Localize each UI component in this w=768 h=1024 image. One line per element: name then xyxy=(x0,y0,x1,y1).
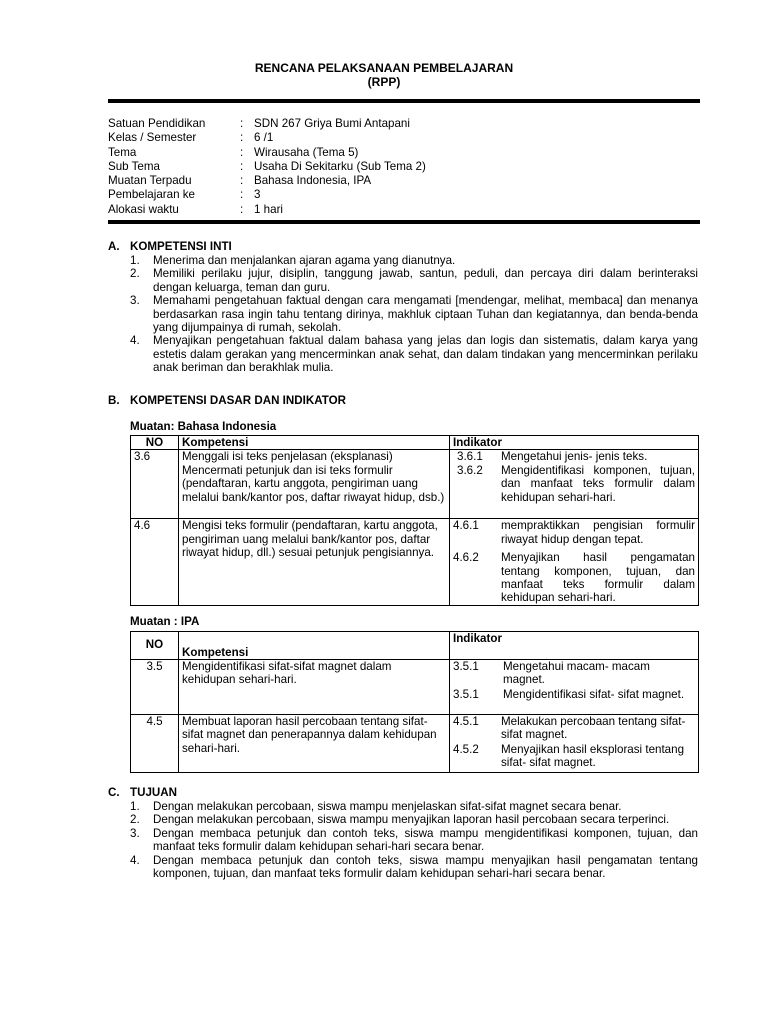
identity-label: Alokasi waktu xyxy=(108,202,179,216)
identity-separator: : xyxy=(240,117,244,130)
identity-block xyxy=(108,117,426,217)
identity-separator: : xyxy=(240,159,244,173)
cell-no: 3.6 xyxy=(131,450,179,519)
header-kompetensi: Kompetensi xyxy=(179,436,450,450)
list-item xyxy=(130,294,698,334)
cell-indikator xyxy=(450,660,699,715)
cell-no: 3.5 xyxy=(131,660,179,715)
identity-row xyxy=(108,160,426,174)
identity-row xyxy=(108,117,426,131)
identity-separator: : xyxy=(240,188,244,202)
indicator-text: Menyajikan hasil eksplorasi tentang sifat- sifat magnet. xyxy=(501,742,685,770)
indicator-text: mempraktikkan pengisian formulir riwayat hidup dengan tepat. xyxy=(501,519,695,546)
list-number: 1. xyxy=(130,254,140,267)
identity-label: Sub Tema xyxy=(108,159,160,173)
indicator-item xyxy=(453,660,695,687)
table-row xyxy=(131,715,699,773)
list-number: 4. xyxy=(130,853,140,867)
table-row xyxy=(131,519,699,605)
identity-row xyxy=(108,174,426,188)
indicator-text: Mengidentifikasi sifat- sifat magnet. xyxy=(503,687,685,701)
indicator-text: Mengetahui jenis- jenis teks. xyxy=(501,450,648,464)
list-item xyxy=(130,854,698,881)
identity-label: Satuan Pendidikan xyxy=(108,117,206,130)
list-number: 4. xyxy=(130,334,140,348)
identity-value: Usaha Di Sekitarku (Sub Tema 2) xyxy=(254,159,426,173)
identity-value: Wirausaha (Tema 5) xyxy=(254,145,359,159)
list-number: 3. xyxy=(130,294,140,308)
section-c-title: TUJUAN xyxy=(130,786,178,799)
identity-value: 6 /1 xyxy=(254,131,274,145)
identity-label: Pembelajaran ke xyxy=(108,188,196,202)
top-divider xyxy=(108,99,700,103)
indicator-code: 3.5.1 xyxy=(453,660,479,673)
list-item xyxy=(130,827,698,854)
list-text: Dengan melakukan percobaan, siswa mampu menjelaskan sifat-sifat magnet secara benar. xyxy=(153,800,622,813)
document-title: RENCANA PELAKSANAAN PEMBELAJARAN xyxy=(254,61,514,75)
list-text: Memiliki perilaku jujur, disiplin, tanggung jawab, santun, peduli, dan percaya diri dalam berinteraksi dengan keluarga, teman dan guru. xyxy=(153,267,698,294)
indicator-code: 3.6.2 xyxy=(457,463,483,477)
identity-divider xyxy=(108,220,700,224)
cell-indikator xyxy=(450,715,699,773)
header-kompetensi: Kompetensi xyxy=(179,632,450,660)
indicator-text: Melakukan percobaan tentang sifat- sifat magnet. xyxy=(501,715,686,742)
indicator-text: Mengetahui macam- macam magnet. xyxy=(503,660,650,687)
identity-row xyxy=(108,131,426,145)
cell-kompetensi: Membuat laporan hasil percobaan tentang sifat-sifat magnet dan penerapannya dalam kehidupan sehari-hari. xyxy=(179,715,450,773)
tujuan-list xyxy=(130,800,698,880)
list-text: Dengan membaca petunjuk dan contoh teks, siswa mampu mengidentifikasi komponen, tujuan, dan manfaat teks formulir dalam kehidupan sehari-hari secara benar. xyxy=(153,826,698,854)
indicator-text: Mengidentifikasi komponen, tujuan, dan manfaat teks formulir dalam kehidupan sehari-hari. xyxy=(501,463,695,504)
section-b-heading xyxy=(108,394,346,407)
identity-separator: : xyxy=(240,145,244,159)
list-number: 2. xyxy=(130,813,140,827)
identity-separator: : xyxy=(240,202,244,216)
list-item xyxy=(130,267,698,294)
indicator-item xyxy=(453,743,695,770)
header-no: NO xyxy=(131,436,179,450)
list-item xyxy=(130,800,698,813)
muatan-bahasa-title: Muatan: Bahasa Indonesia xyxy=(130,420,277,433)
indicator-item xyxy=(453,519,695,546)
indicator-item xyxy=(453,450,695,463)
list-number: 2. xyxy=(130,267,140,281)
identity-value: 1 hari xyxy=(254,202,284,216)
indicator-code: 4.6.2 xyxy=(453,551,479,565)
header-no: NO xyxy=(131,632,179,660)
cell-kompetensi: Menggali isi teks penjelasan (eksplanasi) Mencermati petunjuk dan isi teks formulir (pendaftaran, kartu anggota, pengiriman uang melalui bank/kantor pos, daftar riwayat hidup, dsb.) xyxy=(179,450,450,519)
cell-no: 4.5 xyxy=(131,715,179,773)
section-b-title: KOMPETENSI DASAR DAN INDIKATOR xyxy=(130,394,346,407)
section-a-title: KOMPETENSI INTI xyxy=(130,240,232,253)
header-indikator: Indikator xyxy=(450,632,699,660)
identity-value: SDN 267 Griya Bumi Antapani xyxy=(254,117,410,130)
list-number: 3. xyxy=(130,826,140,840)
table-row xyxy=(131,660,699,715)
section-c-heading xyxy=(108,786,177,799)
list-text: Menyajikan pengetahuan faktual dalam bahasa yang jelas dan logis dan sistematis, dalam karya yang estetis dalam gerakan yang mencerminkan anak sehat, dan dalam tindakan yang mencerminkan perilaku anak beriman dan berakhlak mulia. xyxy=(153,334,698,375)
bahasa-indonesia-table xyxy=(130,435,699,606)
identity-row xyxy=(108,203,426,217)
identity-row xyxy=(108,146,426,160)
identity-value: Bahasa Indonesia, IPA xyxy=(254,174,372,188)
indicator-item xyxy=(453,464,695,504)
section-a-heading xyxy=(108,240,232,253)
cell-indikator xyxy=(450,519,699,605)
indicator-code: 3.5.1 xyxy=(453,687,479,701)
identity-separator: : xyxy=(240,131,244,145)
identity-value: 3 xyxy=(254,188,261,202)
kompetensi-inti-list xyxy=(130,254,698,375)
indicator-code: 4.5.2 xyxy=(453,742,479,756)
cell-kompetensi: Mengisi teks formulir (pendaftaran, kartu anggota, pengiriman uang melalui bank/kantor pos, daftar riwayat hidup, dll.) sesuai petunjuk pengisiannya. xyxy=(179,519,450,605)
list-item xyxy=(130,254,698,267)
cell-indikator xyxy=(450,450,699,519)
indicator-code: 3.6.1 xyxy=(457,450,483,464)
section-a-letter: A. xyxy=(108,240,120,253)
indicator-item xyxy=(453,551,695,605)
list-item xyxy=(130,813,698,826)
indicator-item xyxy=(453,715,695,742)
section-b-letter: B. xyxy=(108,394,120,407)
identity-label: Tema xyxy=(108,145,137,159)
header-indikator: Indikator xyxy=(450,436,699,450)
identity-separator: : xyxy=(240,174,244,188)
document-subtitle: (RPP) xyxy=(367,75,401,89)
list-item xyxy=(130,334,698,374)
indicator-code: 4.5.1 xyxy=(453,715,479,728)
table-row xyxy=(131,450,699,519)
identity-row xyxy=(108,188,426,202)
cell-kompetensi: Mengidentifikasi sifat-sifat magnet dalam kehidupan sehari-hari. xyxy=(179,660,450,715)
identity-label: Muatan Terpadu xyxy=(108,174,192,188)
identity-label: Kelas / Semester xyxy=(108,131,197,145)
list-text: Memahami pengetahuan faktual dengan cara mengamati [mendengar, melihat, membaca] dan menanya berdasarkan rasa ingin tahu tentang dirinya, makhluk ciptaan Tuhan dan kegiatannya, dan benda-benda yang dijumpainya di rumah, sekolah. xyxy=(153,294,698,335)
indicator-code: 4.6.1 xyxy=(453,519,479,533)
ipa-table xyxy=(130,631,699,773)
muatan-ipa-title: Muatan : IPA xyxy=(130,615,200,628)
table-header-row xyxy=(131,436,699,450)
list-text: Dengan membaca petunjuk dan contoh teks, siswa mampu menyajikan hasil pengamatan tentang komponen, tujuan, dan manfaat teks formulir dalam kehidupan sehari-hari secara benar. xyxy=(153,853,698,881)
list-number: 1. xyxy=(130,800,140,813)
cell-no: 4.6 xyxy=(131,519,179,605)
indicator-text: Menyajikan hasil pengamatan tentang komponen, tujuan, dan manfaat teks formulir dalam kehidupan sehari-hari. xyxy=(501,551,695,605)
list-text: Dengan melakukan percobaan, siswa mampu menyajikan laporan hasil percobaan secara terperinci. xyxy=(153,813,670,827)
list-text: Menerima dan menjalankan ajaran agama yang dianutnya. xyxy=(153,254,456,267)
table-header-row xyxy=(131,632,699,660)
section-c-letter: C. xyxy=(108,786,120,799)
indicator-item xyxy=(453,688,695,701)
